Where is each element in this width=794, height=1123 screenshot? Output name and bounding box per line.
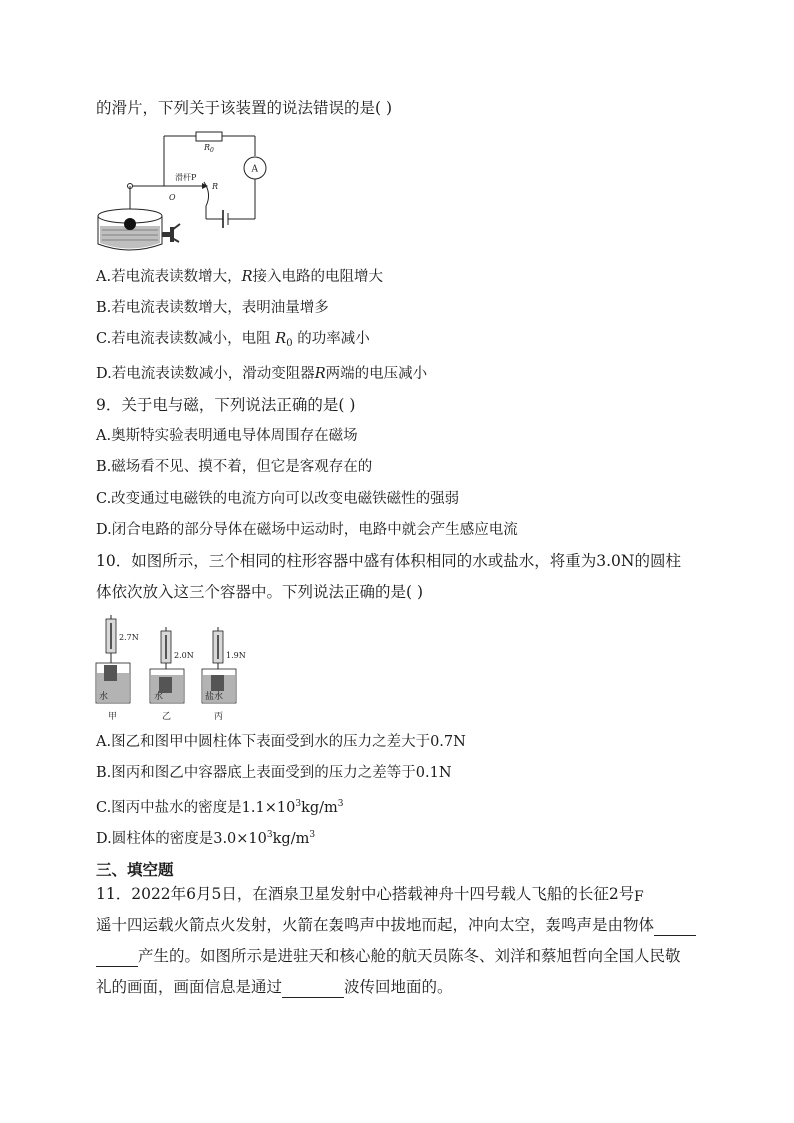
q8-option-a: A.若电流表读数增大，R接入电路的电阻增大 (96, 269, 384, 285)
svg-text:盐水: 盐水 (205, 692, 224, 702)
scale-jia (96, 615, 139, 722)
q8-option-b: B.若电流表读数增大，表明油量增多 (96, 300, 329, 316)
q11-line4: 礼的画面，画面信息是通过 波传回地面的。 (96, 978, 453, 996)
svg-text:1.9N: 1.9N (226, 651, 246, 660)
q11-line2: 遥十四运载火箭点火发射，火箭在轰鸣声中拔地而起，冲向太空，轰鸣声是由物体 (96, 914, 696, 936)
svg-text:R: R (212, 182, 219, 191)
q9-option-c: C.改变通过电磁铁的电流方向可以改变电磁铁磁性的强弱 (96, 491, 460, 507)
float-ball-icon (124, 218, 136, 230)
q8-option-c: C.若电流表读数减小，电阻 $R_0$ 的功率减小 (96, 331, 370, 349)
q9-stem: 9．关于电与磁，下列说法正确的是( ) (96, 396, 356, 414)
q10-option-d: D.圆柱体的密度是$3.0\times 10^3kg/m^3$ (96, 830, 316, 847)
q10-buoyancy-figure (92, 615, 262, 725)
q9-option-d: D.闭合电路的部分导体在磁场中运动时，电路中就会产生感应电流 (96, 522, 518, 538)
q11-blank-2[interactable] (282, 981, 344, 998)
svg-text:乙: 乙 (162, 712, 172, 722)
q9-option-b: B.磁场看不见、摸不着，但它是客观存在的 (96, 459, 373, 475)
q9-option-a: A.奥斯特实验表明通电导体周围存在磁场 (96, 428, 358, 444)
q11-blank-1b[interactable] (96, 950, 138, 967)
svg-text:丙: 丙 (214, 712, 224, 722)
q8-option-d: D.若电流表读数减小，滑动变阻器R两端的电压减小 (96, 366, 428, 382)
svg-text:2.0N: 2.0N (174, 651, 194, 660)
svg-text:O: O (169, 193, 176, 202)
svg-text:2.7N: 2.7N (119, 633, 139, 642)
q11-line1: 11．2022年6月5日，在酒泉卫星发射中心搭载神舟十四号载人飞船的长征2号 (96, 885, 635, 903)
q10-stem-line2: 体依次放入这三个容器中。下列说法正确的是( ) (96, 583, 424, 601)
q10-option-c: C.图丙中盐水的密度是$1.1\times 10^3kg/m^3$ (96, 799, 344, 816)
q8-oil-gauge-circuit-figure (92, 124, 272, 254)
scale-yi (150, 627, 194, 722)
resistor-r0 (196, 132, 222, 141)
q11-line3: 产生的。如图所示是进驻天和核心舱的航天员陈冬、刘洋和蔡旭哲向全国人民敬 (96, 945, 681, 967)
svg-text:滑杆P: 滑杆P (175, 173, 197, 182)
q10-option-a: A.图乙和图甲中圆柱体下表面受到水的压力之差大于0.7N (96, 734, 466, 750)
q8-stem: 的滑片，下列关于该装置的说法错误的是( ) (96, 99, 393, 117)
svg-text:甲: 甲 (108, 712, 118, 722)
svg-text:A: A (251, 164, 258, 175)
svg-text:水: 水 (99, 692, 109, 702)
q11-stray-char: F (634, 889, 644, 905)
q11-blank-1a[interactable] (654, 919, 696, 936)
svg-text:水: 水 (154, 692, 164, 702)
section-title: 三、填空题 (96, 861, 174, 879)
q10-option-b: B.图丙和图乙中容器底上表面受到的压力之差等于0.1N (96, 765, 452, 781)
svg-text:R0: $R_0$ (204, 143, 214, 154)
q10-stem-line1: 10．如图所示，三个相同的柱形容器中盛有体积相同的水或盐水，将重为3.0N的圆柱 (96, 552, 681, 570)
scale-bing (202, 627, 246, 722)
